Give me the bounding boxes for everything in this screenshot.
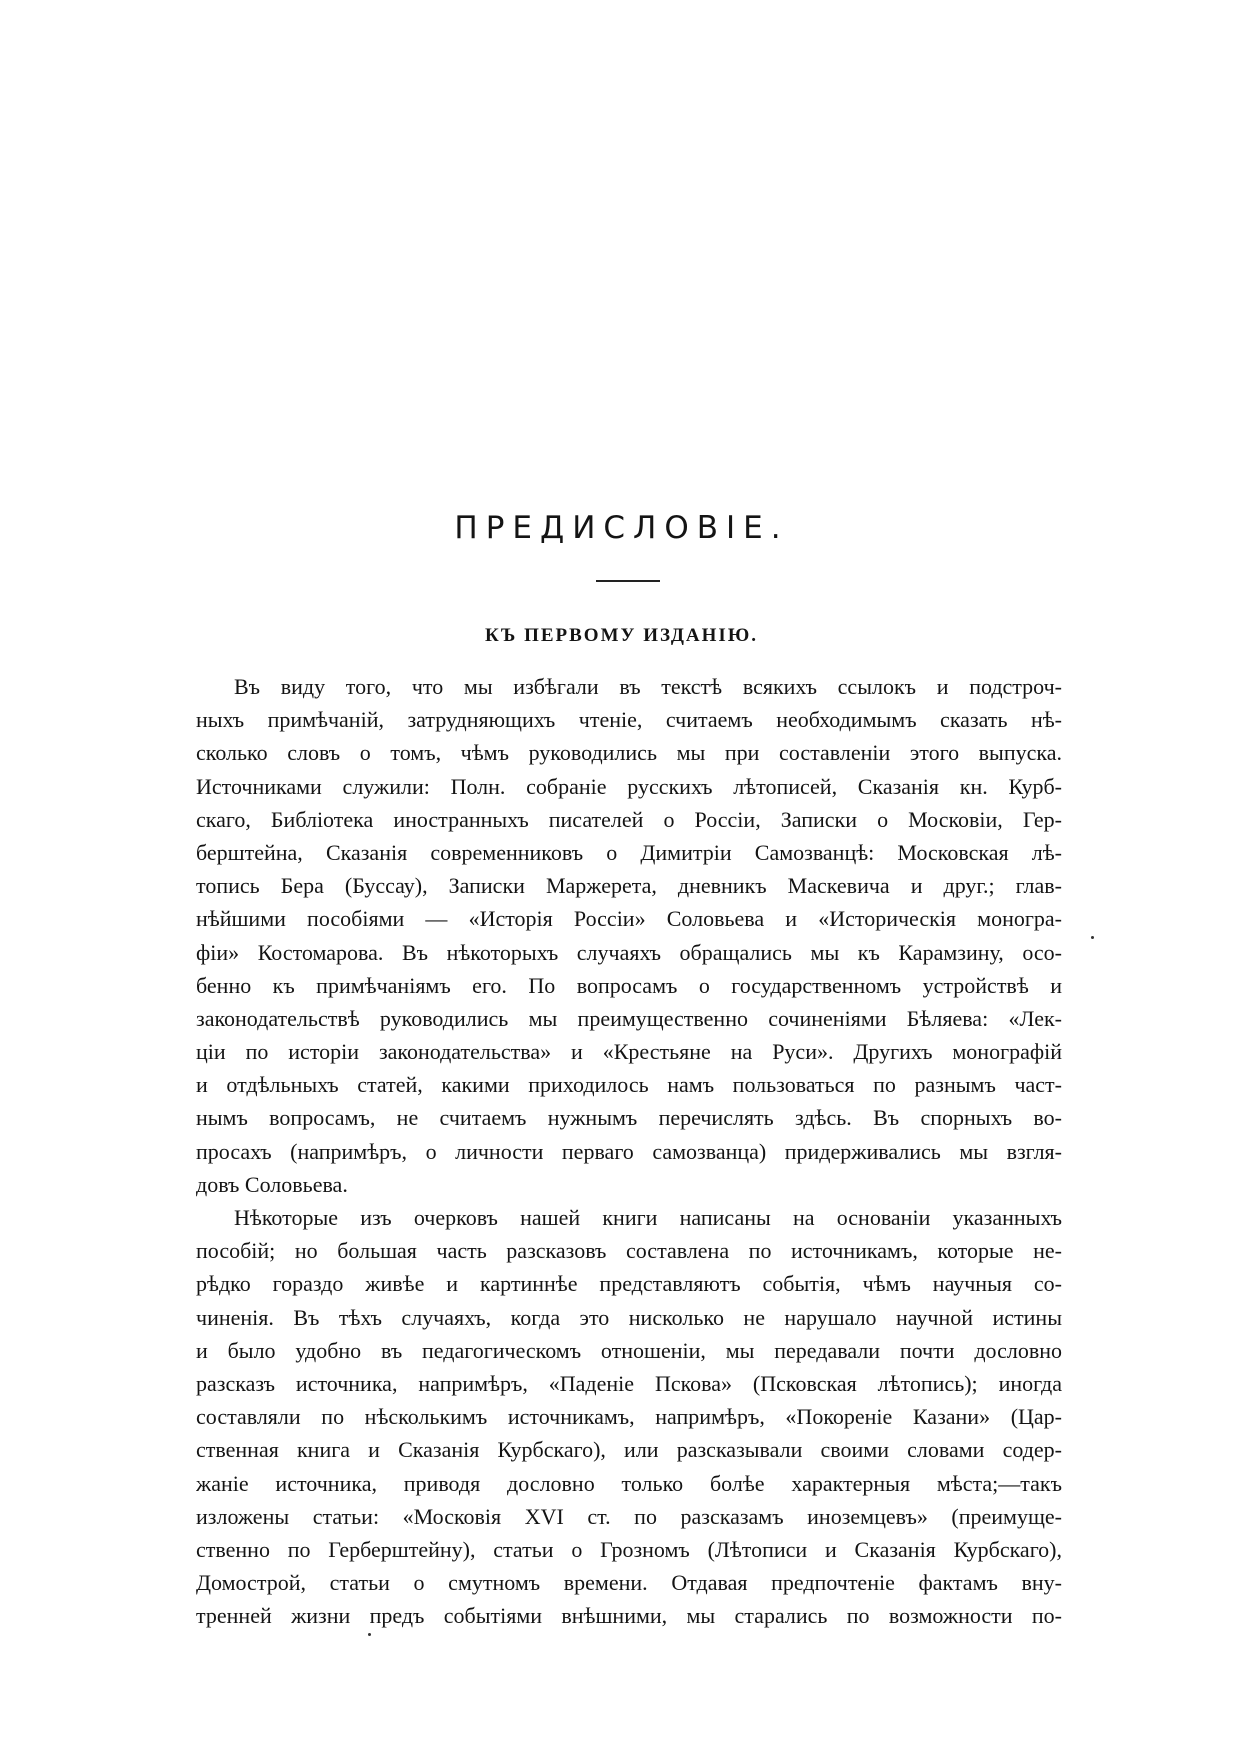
text-line: Домострой, статьи о смутномъ времени. Отдавая предпочтеніе фактамъ вну- bbox=[196, 1570, 1062, 1596]
body-text bbox=[196, 670, 1062, 1632]
text-line: тренней жизни предъ событіями внѣшними, мы старались по возможности по- bbox=[196, 1603, 1062, 1629]
text-line: ственно по Герберштейну), статьи о Грозномъ (Лѣтописи и Сказанія Курбскаго), bbox=[196, 1536, 1062, 1562]
section-subtitle: КЪ ПЕРВОМУ ИЗДАНІЮ. bbox=[485, 625, 758, 646]
page-title: ПРЕДИСЛОВІЕ. bbox=[454, 510, 789, 546]
text-line: довъ Соловьева. bbox=[196, 1171, 348, 1197]
text-line: ныхъ примѣчаній, затрудняющихъ чтеніе, считаемъ необходимымъ сказать нѣ- bbox=[196, 707, 1062, 733]
text-line: пособій; но большая часть разсказовъ составлена по источникамъ, которые не- bbox=[196, 1238, 1062, 1264]
text-line: Въ виду того, что мы избѣгали въ текстѣ всякихъ ссылокъ и подстроч- bbox=[234, 674, 1062, 699]
text-line: ціи по исторіи законодательства» и «Крестьяне на Руси». Другихъ монографій bbox=[196, 1039, 1062, 1065]
title-divider bbox=[596, 580, 660, 582]
text-line: ственная книга и Сказанія Курбскаго), или разсказывали своими словами содер- bbox=[196, 1437, 1062, 1463]
text-line: просахъ (напримѣръ, о личности перваго самозванца) придерживались мы взгля- bbox=[196, 1138, 1062, 1164]
text-line: жаніе источника, приводя дословно только болѣе характерныя мѣста;—такъ bbox=[196, 1470, 1062, 1496]
text-line: законодательствѣ руководились мы преимущественно сочиненіями Бѣляева: «Лек- bbox=[196, 1005, 1062, 1031]
text-line: скаго, Библіотека иностранныхъ писателей о Россіи, Записки о Московіи, Гер- bbox=[196, 806, 1062, 832]
text-line: разсказъ источника, напримѣръ, «Паденіе Пскова» (Псковская лѣтопись); иногда bbox=[196, 1370, 1062, 1396]
text-line: Источниками служили: Полн. собраніе русскихъ лѣтописей, Сказанія кн. Курб- bbox=[196, 773, 1062, 799]
text-line: бенно къ примѣчаніямъ его. По вопросамъ о государственномъ устройствѣ и bbox=[196, 972, 1062, 998]
text-line: нѣйшими пособіями — «Исторія Россіи» Соловьева и «Историческія моногра- bbox=[196, 906, 1062, 932]
stray-ink-mark bbox=[368, 1633, 371, 1636]
text-line: рѣдко гораздо живѣе и картиннѣе представляютъ событія, чѣмъ научныя со- bbox=[196, 1271, 1062, 1297]
text-line: чиненія. Въ тѣхъ случаяхъ, когда это нисколько не нарушало научной истины bbox=[196, 1304, 1062, 1330]
text-line: фіи» Костомарова. Въ нѣкоторыхъ случаяхъ обращались мы къ Карамзину, осо- bbox=[196, 939, 1062, 965]
text-line: топись Бера (Буссау), Записки Маржерета, дневникъ Маскевича и друг.; глав- bbox=[196, 873, 1062, 899]
text-line: нымъ вопросамъ, не считаемъ нужнымъ перечислять здѣсь. Въ спорныхъ во- bbox=[196, 1105, 1062, 1131]
text-line: и было удобно въ педагогическомъ отношеніи, мы передавали почти дословно bbox=[196, 1337, 1062, 1363]
stray-ink-mark bbox=[1091, 936, 1094, 939]
text-line: Нѣкоторые изъ очерковъ нашей книги написаны на основаніи указанныхъ bbox=[234, 1205, 1062, 1230]
text-line: сколько словъ о томъ, чѣмъ руководились мы при составленіи этого выпуска. bbox=[196, 740, 1062, 766]
text-line: берштейна, Сказанія современниковъ о Димитріи Самозванцѣ: Московская лѣ- bbox=[196, 839, 1062, 865]
text-line: составляли по нѣсколькимъ источникамъ, напримѣръ, «Покореніе Казани» (Цар- bbox=[196, 1404, 1062, 1430]
text-line: изложены статьи: «Московія XVI ст. по разсказамъ иноземцевъ» (преимуще- bbox=[196, 1503, 1062, 1529]
text-line: и отдѣльныхъ статей, какими приходилось намъ пользоваться по разнымъ част- bbox=[196, 1072, 1062, 1098]
